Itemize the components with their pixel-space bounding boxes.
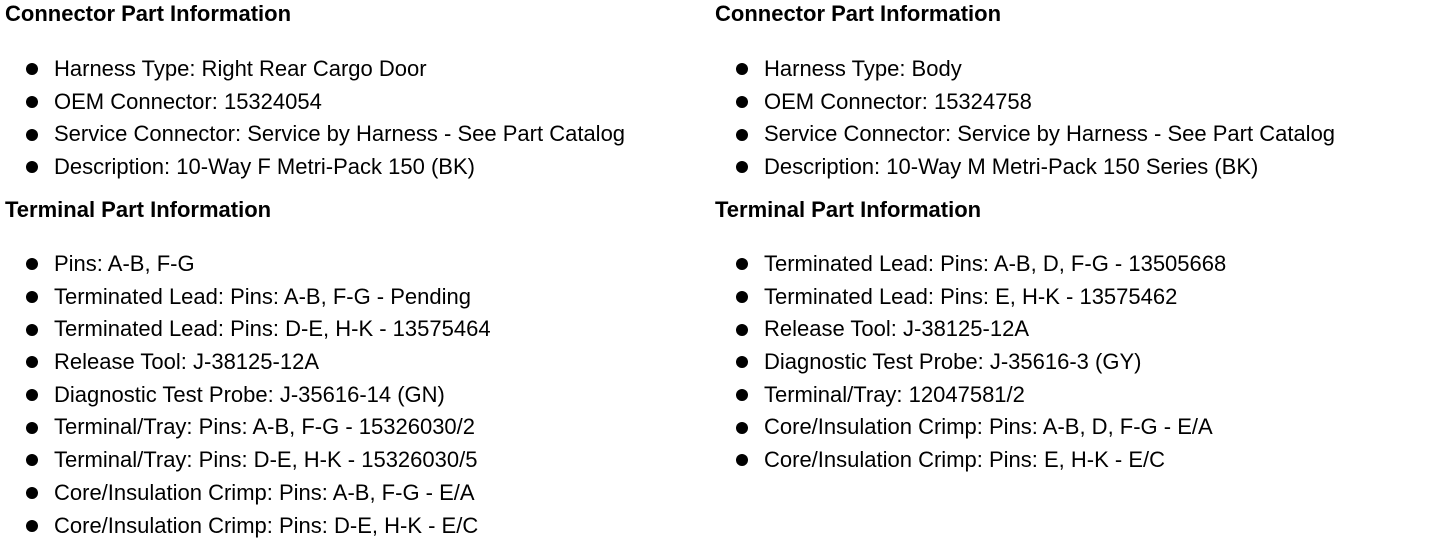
list-item [715, 248, 1226, 281]
bullet-dot-icon [736, 356, 748, 368]
right-connector-list [715, 53, 1335, 184]
list-item-text: Terminal/Tray: 12047581/2 [764, 381, 1025, 407]
list-item [715, 346, 1226, 379]
bullet-dot-icon [26, 258, 38, 270]
bullet-dot-icon [736, 422, 748, 434]
list-item-text: Core/Insulation Crimp: Pins: A-B, D, F-G - E/A [764, 414, 1213, 440]
list-item [715, 281, 1226, 314]
bullet-dot-icon [26, 422, 38, 434]
right-terminal-list [715, 248, 1226, 477]
bullet-dot-icon [26, 356, 38, 368]
list-item [5, 379, 491, 412]
left-connector-list [5, 53, 625, 184]
list-item-text: Release Tool: J-38125-12A [764, 316, 1029, 342]
bullet-dot-icon [26, 454, 38, 466]
list-item [5, 281, 491, 314]
list-item [5, 151, 625, 184]
bullet-dot-icon [736, 454, 748, 466]
list-item-text: Description: 10-Way F Metri-Pack 150 (BK) [54, 154, 475, 180]
bullet-dot-icon [736, 63, 748, 75]
bullet-dot-icon [26, 129, 38, 141]
list-item [715, 118, 1335, 151]
list-item [5, 86, 625, 119]
list-item [5, 444, 491, 477]
right-connector-title: Connector Part Information [715, 1, 1002, 26]
list-item-text: Harness Type: Right Rear Cargo Door [54, 56, 427, 81]
list-item-text: Core/Insulation Crimp: Pins: A-B, F-G - E/A [54, 479, 475, 505]
list-item [5, 313, 491, 346]
list-item-text: Harness Type: Body [764, 56, 962, 81]
bullet-dot-icon [26, 487, 38, 499]
list-item-text: Release Tool: J-38125-12A [54, 349, 319, 375]
list-item-text: Core/Insulation Crimp: Pins: D-E, H-K - E/C [54, 512, 479, 538]
left-connector-title: Connector Part Information [5, 1, 292, 26]
list-item-text: Terminated Lead: Pins: A-B, D, F-G - 13505668 [764, 251, 1227, 276]
bullet-dot-icon [736, 161, 748, 173]
list-item-text: Service Connector: Service by Harness - See Part Catalog [764, 121, 1336, 147]
list-item [715, 379, 1226, 412]
bullet-dot-icon [736, 96, 748, 108]
bullet-dot-icon [26, 63, 38, 75]
left-terminal-title: Terminal Part Information [5, 197, 272, 222]
bullet-dot-icon [26, 161, 38, 173]
list-item [715, 313, 1226, 346]
right-terminal-title: Terminal Part Information [715, 197, 982, 222]
list-item-text: Diagnostic Test Probe: J-35616-3 (GY) [764, 349, 1142, 375]
list-item-text: Description: 10-Way M Metri-Pack 150 Series (BK) [764, 154, 1259, 180]
bullet-dot-icon [26, 96, 38, 108]
list-item [5, 346, 491, 379]
list-item [715, 444, 1226, 477]
list-item-text: Terminal/Tray: Pins: D-E, H-K - 15326030/5 [54, 447, 478, 473]
bullet-dot-icon [736, 324, 748, 336]
bullet-dot-icon [736, 291, 748, 303]
list-item-text: Terminal/Tray: Pins: A-B, F-G - 15326030/2 [54, 414, 476, 440]
bullet-dot-icon [26, 324, 38, 336]
list-item-text: OEM Connector: 15324054 [54, 88, 322, 114]
list-item-text: Terminated Lead: Pins: E, H-K - 13575462 [764, 283, 1178, 309]
list-item-text: Core/Insulation Crimp: Pins: E, H-K - E/C [764, 447, 1166, 473]
bullet-dot-icon [26, 291, 38, 303]
bullet-dot-icon [736, 129, 748, 141]
list-item-text: Pins: A-B, F-G [54, 251, 195, 276]
list-item [5, 248, 491, 281]
list-item [715, 53, 1335, 86]
bullet-dot-icon [26, 520, 38, 532]
bullet-dot-icon [736, 389, 748, 401]
bullet-dot-icon [26, 389, 38, 401]
left-terminal-list [5, 248, 491, 542]
list-item [5, 53, 625, 86]
list-item [715, 86, 1335, 119]
list-item-text: Service Connector: Service by Harness - See Part Catalog [54, 121, 626, 147]
bullet-dot-icon [736, 258, 748, 270]
list-item [5, 510, 491, 543]
list-item [5, 118, 625, 151]
list-item-text: Diagnostic Test Probe: J-35616-14 (GN) [54, 381, 445, 407]
list-item [5, 477, 491, 510]
list-item [715, 411, 1226, 444]
list-item [5, 411, 491, 444]
list-item-text: OEM Connector: 15324758 [764, 88, 1032, 114]
list-item-text: Terminated Lead: Pins: A-B, F-G - Pending [54, 283, 471, 309]
list-item [715, 151, 1335, 184]
list-item-text: Terminated Lead: Pins: D-E, H-K - 13575464 [54, 316, 491, 342]
